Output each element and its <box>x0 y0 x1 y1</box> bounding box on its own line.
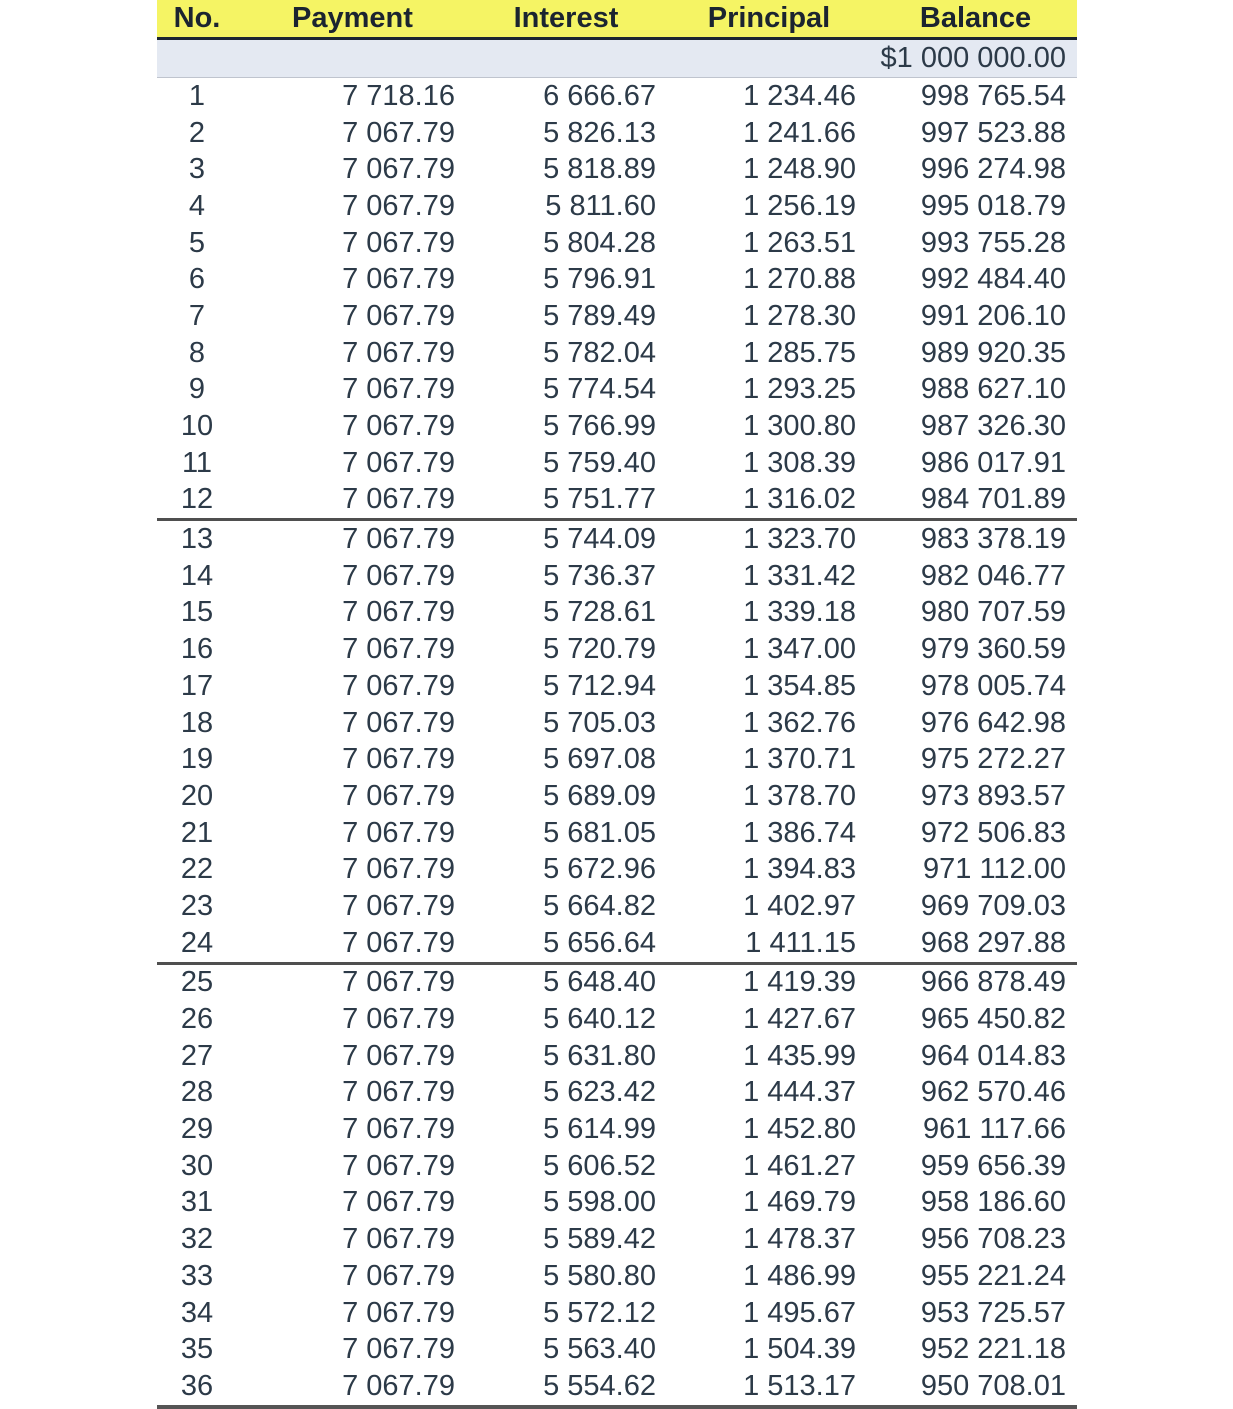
table-row <box>157 1221 1077 1258</box>
row-number-cell: 22 <box>180 853 214 886</box>
balance-cell: 958 186.60 <box>920 1186 1066 1219</box>
payment-cell: 7 067.79 <box>342 966 455 999</box>
balance-cell: 997 523.88 <box>920 116 1066 149</box>
balance-cell: 975 272.27 <box>920 743 1066 776</box>
payment-cell: 7 067.79 <box>342 706 455 739</box>
payment-cell: 7 067.79 <box>342 336 455 369</box>
balance-cell: 950 708.01 <box>874 1368 1077 1407</box>
payment-cell: 7 067.79 <box>237 1368 468 1407</box>
balance-cell: 953 725.57 <box>920 1296 1066 1329</box>
payment-cell: 7 067.79 <box>342 373 455 406</box>
row-number-cell: 17 <box>180 669 214 702</box>
table-row <box>157 482 1077 520</box>
principal-cell: 1 323.70 <box>743 523 856 556</box>
balance-cell: 964 014.83 <box>920 1039 1066 1072</box>
interest-cell: 5 589.42 <box>543 1223 656 1256</box>
interest-cell: 5 580.80 <box>543 1259 656 1292</box>
interest-cell: 5 759.40 <box>543 446 656 479</box>
table-row <box>157 1185 1077 1222</box>
column-header-payment: Payment <box>237 0 468 39</box>
table-row <box>157 1038 1077 1075</box>
interest-cell: 5 744.09 <box>543 523 656 556</box>
payment-cell: 7 067.79 <box>342 1003 455 1036</box>
amortization-table-body <box>157 39 1077 1408</box>
table-row <box>157 1295 1077 1332</box>
table-row <box>157 188 1077 225</box>
column-header-no: No. <box>157 0 237 39</box>
row-number-cell: 8 <box>188 336 206 369</box>
payment-cell: 7 067.79 <box>342 889 455 922</box>
balance-cell: 982 046.77 <box>920 559 1066 592</box>
table-row <box>157 705 1077 742</box>
interest-cell: 5 774.54 <box>543 373 656 406</box>
interest-cell: 5 712.94 <box>543 669 656 702</box>
interest-cell: 5 728.61 <box>543 596 656 629</box>
table-row <box>157 963 1077 1001</box>
row-number-cell: 20 <box>180 779 214 812</box>
principal-cell: 1 469.79 <box>743 1186 856 1219</box>
opening-balance-cell: $1 000 000.00 <box>874 39 1077 78</box>
row-number-cell: 10 <box>180 410 214 443</box>
table-row <box>157 78 1077 115</box>
row-number-cell: 30 <box>180 1149 214 1182</box>
payment-cell: 7 067.79 <box>342 263 455 296</box>
interest-cell: 5 804.28 <box>543 226 656 259</box>
table-row <box>157 298 1077 335</box>
row-number-cell: 26 <box>180 1003 214 1036</box>
interest-cell: 5 766.99 <box>543 410 656 443</box>
payment-cell: 7 067.79 <box>342 669 455 702</box>
table-row <box>157 520 1077 558</box>
balance-cell: 955 221.24 <box>920 1259 1066 1292</box>
principal-cell: 1 370.71 <box>743 743 856 776</box>
row-number-cell: 7 <box>188 299 206 332</box>
table-row <box>157 1001 1077 1038</box>
principal-cell: 1 362.76 <box>743 706 856 739</box>
row-number-cell: 29 <box>180 1113 214 1146</box>
row-number-cell: 28 <box>180 1076 214 1109</box>
interest-cell: 5 606.52 <box>543 1149 656 1182</box>
column-header-interest: Interest <box>468 0 664 39</box>
payment-cell: 7 067.79 <box>342 779 455 812</box>
principal-cell: 1 347.00 <box>743 633 856 666</box>
row-number-cell: 16 <box>180 633 214 666</box>
principal-cell: 1 331.42 <box>743 559 856 592</box>
row-number-cell: 23 <box>180 889 214 922</box>
interest-cell: 5 572.12 <box>543 1296 656 1329</box>
principal-cell: 1 285.75 <box>743 336 856 369</box>
payment-cell: 7 067.79 <box>342 299 455 332</box>
table-row <box>157 1148 1077 1185</box>
table-row <box>157 558 1077 595</box>
interest-cell: 6 666.67 <box>543 79 656 112</box>
table-row <box>157 335 1077 372</box>
principal-cell: 1 378.70 <box>743 779 856 812</box>
payment-cell: 7 067.79 <box>342 1076 455 1109</box>
interest-cell: 5 720.79 <box>543 633 656 666</box>
row-number-cell: 3 <box>188 153 206 186</box>
balance-cell: 987 326.30 <box>920 410 1066 443</box>
row-number-cell: 15 <box>180 596 214 629</box>
row-number-cell: 19 <box>180 743 214 776</box>
interest-cell: 5 818.89 <box>543 153 656 186</box>
principal-cell: 1 427.67 <box>743 1003 856 1036</box>
balance-cell: 972 506.83 <box>920 816 1066 849</box>
balance-cell: 989 920.35 <box>920 336 1066 369</box>
row-number-cell: 1 <box>188 79 206 112</box>
payment-cell: 7 067.79 <box>342 1259 455 1292</box>
column-header-balance: Balance <box>874 0 1077 39</box>
row-number-cell: 18 <box>180 706 214 739</box>
interest-cell: 5 736.37 <box>543 559 656 592</box>
empty-cell <box>468 39 664 78</box>
principal-cell: 1 316.02 <box>664 482 874 520</box>
payment-cell: 7 067.79 <box>342 153 455 186</box>
balance-cell: 995 018.79 <box>920 189 1066 222</box>
payment-cell: 7 067.79 <box>342 1333 455 1366</box>
principal-cell: 1 263.51 <box>743 226 856 259</box>
table-row <box>157 741 1077 778</box>
principal-cell: 1 402.97 <box>743 889 856 922</box>
row-number-cell: 11 <box>181 446 213 479</box>
balance-cell: 991 206.10 <box>920 299 1066 332</box>
interest-cell: 5 705.03 <box>543 706 656 739</box>
interest-cell: 5 631.80 <box>543 1039 656 1072</box>
table-row <box>157 851 1077 888</box>
table-row <box>157 595 1077 632</box>
interest-cell: 5 672.96 <box>543 853 656 886</box>
table-row <box>157 408 1077 445</box>
balance-cell: 968 297.88 <box>874 925 1077 963</box>
row-number-cell: 2 <box>188 116 206 149</box>
amortization-table <box>157 0 1077 1409</box>
principal-cell: 1 435.99 <box>743 1039 856 1072</box>
balance-cell: 986 017.91 <box>920 446 1066 479</box>
table-row <box>157 445 1077 482</box>
balance-cell: 956 708.23 <box>920 1223 1066 1256</box>
principal-cell: 1 354.85 <box>743 669 856 702</box>
interest-cell: 5 782.04 <box>543 336 656 369</box>
empty-cell <box>664 39 874 78</box>
interest-cell: 5 640.12 <box>543 1003 656 1036</box>
principal-cell: 1 386.74 <box>743 816 856 849</box>
payment-cell: 7 067.79 <box>342 410 455 443</box>
interest-cell: 5 689.09 <box>543 779 656 812</box>
row-number-cell: 6 <box>188 263 206 296</box>
table-row <box>157 151 1077 188</box>
balance-cell: 979 360.59 <box>920 633 1066 666</box>
balance-cell: 959 656.39 <box>920 1149 1066 1182</box>
balance-cell: 961 117.66 <box>923 1113 1066 1146</box>
payment-cell: 7 067.79 <box>342 596 455 629</box>
principal-cell: 1 308.39 <box>743 446 856 479</box>
balance-cell: 984 701.89 <box>874 482 1077 520</box>
principal-cell: 1 278.30 <box>743 299 856 332</box>
balance-cell: 978 005.74 <box>920 669 1066 702</box>
principal-cell: 1 300.80 <box>743 410 856 443</box>
row-number-cell: 25 <box>180 966 214 999</box>
payment-cell: 7 067.79 <box>237 925 468 963</box>
interest-cell: 5 598.00 <box>543 1186 656 1219</box>
interest-cell: 5 614.99 <box>543 1113 656 1146</box>
principal-cell: 1 513.17 <box>664 1368 874 1407</box>
row-number-cell: 32 <box>180 1223 214 1256</box>
principal-cell: 1 248.90 <box>743 153 856 186</box>
payment-cell: 7 067.79 <box>342 116 455 149</box>
row-number-cell: 34 <box>180 1296 214 1329</box>
payment-cell: 7 067.79 <box>342 446 455 479</box>
table-row <box>157 631 1077 668</box>
row-number-cell: 31 <box>180 1186 214 1219</box>
interest-cell: 5 811.60 <box>545 189 656 222</box>
table-row <box>157 1258 1077 1295</box>
table-row <box>157 1368 1077 1407</box>
principal-cell: 1 241.66 <box>743 116 856 149</box>
interest-cell: 5 623.42 <box>543 1076 656 1109</box>
payment-cell: 7 067.79 <box>342 1149 455 1182</box>
table-row <box>157 1331 1077 1368</box>
payment-cell: 7 067.79 <box>342 1223 455 1256</box>
balance-cell: 973 893.57 <box>920 779 1066 812</box>
row-number-cell: 33 <box>180 1259 214 1292</box>
payment-cell: 7 067.79 <box>342 189 455 222</box>
row-number-cell: 21 <box>180 816 214 849</box>
payment-cell: 7 067.79 <box>342 743 455 776</box>
table-row <box>157 1075 1077 1112</box>
principal-cell: 1 478.37 <box>743 1223 856 1256</box>
table-row <box>157 668 1077 705</box>
principal-cell: 1 339.18 <box>743 596 856 629</box>
principal-cell: 1 452.80 <box>743 1113 856 1146</box>
balance-cell: 952 221.18 <box>920 1333 1066 1366</box>
principal-cell: 1 411.15 <box>664 925 874 963</box>
principal-cell: 1 461.27 <box>743 1149 856 1182</box>
balance-cell: 983 378.19 <box>920 523 1066 556</box>
row-number-cell: 13 <box>180 523 214 556</box>
principal-cell: 1 419.39 <box>743 966 856 999</box>
interest-cell: 5 751.77 <box>468 482 664 520</box>
table-row <box>157 225 1077 262</box>
table-row <box>157 778 1077 815</box>
interest-cell: 5 656.64 <box>468 925 664 963</box>
interest-cell: 5 697.08 <box>543 743 656 776</box>
balance-cell: 992 484.40 <box>920 263 1066 296</box>
interest-cell: 5 554.62 <box>468 1368 664 1407</box>
payment-cell: 7 067.79 <box>342 226 455 259</box>
principal-cell: 1 293.25 <box>743 373 856 406</box>
balance-cell: 996 274.98 <box>920 153 1066 186</box>
balance-cell: 965 450.82 <box>920 1003 1066 1036</box>
balance-cell: 993 755.28 <box>920 226 1066 259</box>
balance-cell: 988 627.10 <box>920 373 1066 406</box>
principal-cell: 1 256.19 <box>743 189 856 222</box>
payment-cell: 7 067.79 <box>342 853 455 886</box>
principal-cell: 1 394.83 <box>743 853 856 886</box>
table-row <box>157 1111 1077 1148</box>
balance-cell: 962 570.46 <box>920 1076 1066 1109</box>
principal-cell: 1 486.99 <box>743 1259 856 1292</box>
interest-cell: 5 789.49 <box>543 299 656 332</box>
table-row <box>157 115 1077 152</box>
table-row <box>157 888 1077 925</box>
row-number-cell: 35 <box>180 1333 214 1366</box>
balance-cell: 976 642.98 <box>920 706 1066 739</box>
payment-cell: 7 067.79 <box>342 633 455 666</box>
column-header-principal: Principal <box>664 0 874 39</box>
payment-cell: 7 067.79 <box>342 1113 455 1146</box>
interest-cell: 5 826.13 <box>543 116 656 149</box>
interest-cell: 5 796.91 <box>543 263 656 296</box>
row-number-cell: 4 <box>188 189 206 222</box>
principal-cell: 1 234.46 <box>743 79 856 112</box>
principal-cell: 1 504.39 <box>743 1333 856 1366</box>
table-row <box>157 925 1077 963</box>
row-number-cell: 12 <box>157 482 237 520</box>
balance-cell: 969 709.03 <box>920 889 1066 922</box>
payment-cell: 7 067.79 <box>237 482 468 520</box>
payment-cell: 7 067.79 <box>342 816 455 849</box>
interest-cell: 5 563.40 <box>543 1333 656 1366</box>
payment-cell: 7 067.79 <box>342 1296 455 1329</box>
row-number-cell: 14 <box>180 559 214 592</box>
interest-cell: 5 648.40 <box>543 966 656 999</box>
opening-balance-row <box>157 39 1077 78</box>
payment-cell: 7 067.79 <box>342 1186 455 1219</box>
balance-cell: 998 765.54 <box>920 79 1066 112</box>
principal-cell: 1 495.67 <box>743 1296 856 1329</box>
row-number-cell: 36 <box>157 1368 237 1407</box>
interest-cell: 5 681.05 <box>543 816 656 849</box>
balance-cell: 980 707.59 <box>920 596 1066 629</box>
payment-cell: 7 067.79 <box>342 1039 455 1072</box>
table-row <box>157 261 1077 298</box>
principal-cell: 1 444.37 <box>743 1076 856 1109</box>
table-row <box>157 815 1077 852</box>
row-number-cell: 24 <box>157 925 237 963</box>
payment-cell: 7 718.16 <box>342 79 455 112</box>
payment-cell: 7 067.79 <box>342 559 455 592</box>
empty-cell <box>157 39 237 78</box>
row-number-cell: 5 <box>188 226 206 259</box>
principal-cell: 1 270.88 <box>743 263 856 296</box>
row-number-cell: 9 <box>188 373 206 406</box>
balance-cell: 966 878.49 <box>920 966 1066 999</box>
row-number-cell: 27 <box>180 1039 214 1072</box>
balance-cell: 971 112.00 <box>923 853 1066 886</box>
payment-cell: 7 067.79 <box>342 523 455 556</box>
table-row <box>157 372 1077 409</box>
interest-cell: 5 664.82 <box>543 889 656 922</box>
header-row <box>157 0 1077 39</box>
empty-cell <box>237 39 468 78</box>
